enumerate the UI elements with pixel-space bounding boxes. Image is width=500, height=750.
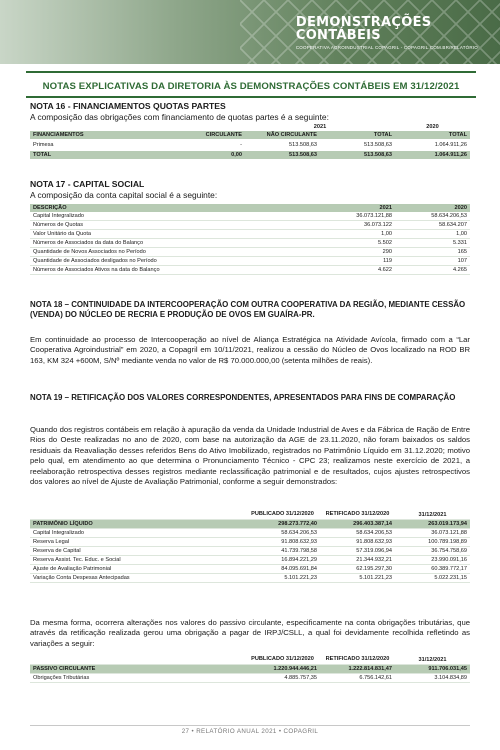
table-row — [30, 212, 470, 221]
table-row — [30, 556, 470, 565]
table-row — [30, 248, 470, 257]
note16-year-2020: 2020 — [426, 124, 439, 130]
note19-pl-header-row — [30, 520, 470, 529]
note19-pc-table — [30, 655, 470, 683]
table-cell: 21.344.932,21 — [320, 556, 395, 565]
note19-pl-table — [30, 510, 470, 583]
table-row — [30, 239, 470, 248]
table-cell: 296.403.387,14 — [320, 520, 395, 529]
table-cell: 4.622 — [320, 266, 395, 275]
table-cell: 263.019.173,94 — [395, 520, 470, 529]
note16-table — [30, 123, 470, 159]
table-cell: 0,00 — [190, 151, 245, 159]
table-row — [30, 565, 470, 574]
footer-text: 27 • RELATÓRIO ANUAL 2021 • COPAGRIL — [176, 728, 325, 735]
table-cell: 58.634.206,53 — [320, 529, 395, 538]
table-cell: 84.095.691,84 — [245, 565, 320, 574]
table-cell: 513.508,63 — [320, 151, 395, 159]
note17-table — [30, 204, 470, 275]
table-cell: Variação Conta Despesas Antecipadas — [30, 574, 245, 583]
table-cell: Quantidade de Novos Associados no Período — [30, 248, 320, 257]
note18-title: NOTA 18 – CONTINUIDADE DA INTERCOOPERAÇÃO COM OUTRA COOPERATIVA DA REGIÃO, MEDIANTE CESSÃO (VENDA) DO NÚCLEO DE RECRIA E PRODUÇÃO DE OVOS EM GUAÍRA-PR. — [30, 300, 466, 320]
note16-total-row — [30, 151, 470, 159]
table-cell: 119 — [320, 257, 395, 266]
note19-col-published: PUBLICADO 31/12/2020 — [245, 510, 320, 520]
table-cell: 6.756.142,61 — [320, 674, 395, 683]
table-cell: Valor Unitário da Quota — [30, 230, 320, 239]
table-row — [30, 674, 470, 683]
table-cell: 60.389.772,17 — [395, 565, 470, 574]
table-cell: 100.789.198,89 — [395, 538, 470, 547]
table-cell: 5.101.221,23 — [320, 574, 395, 583]
note16-col-header: TOTAL — [320, 131, 395, 139]
table-cell: 1,00 — [395, 230, 470, 239]
table-row — [30, 257, 470, 266]
table-cell: 5.331 — [395, 239, 470, 248]
note17-col-header: 2020 — [395, 204, 470, 212]
table-cell: Números de Quotas — [30, 221, 320, 230]
table-cell: 107 — [395, 257, 470, 266]
table-cell: 5.502 — [320, 239, 395, 248]
note17-subtitle: A composição da conta capital social é a seguinte: — [30, 190, 218, 200]
table-cell: Primesa — [33, 142, 54, 148]
table-cell: 1.222.814.831,47 — [320, 665, 395, 674]
table-cell: 58.634.206,53 — [395, 212, 470, 221]
table-cell: - — [240, 142, 242, 148]
table-cell: 57.319.096,94 — [320, 547, 395, 556]
header-brand — [296, 16, 478, 50]
note16-title: NOTA 16 - FINANCIAMENTOS QUOTAS PARTES — [30, 101, 226, 111]
note17-col-header: DESCRIÇÃO — [30, 204, 320, 212]
note19-col-2021: 31/12/2021 — [395, 510, 470, 520]
table-cell: 1.064.911,26 — [395, 151, 470, 159]
table-cell: 36.073.122 — [320, 221, 395, 230]
page-title-bar — [26, 71, 476, 98]
table-cell: 513.508,63 — [289, 142, 317, 148]
table-cell: 1.220.944.446,21 — [245, 665, 320, 674]
note19-title: NOTA 19 – RETIFICAÇÃO DOS VALORES CORRESPONDENTES, APRESENTADOS PARA FINS DE COMPARAÇÃO — [30, 393, 456, 402]
note16-col-header: FINANCIAMENTOS — [30, 131, 190, 139]
table-cell: 41.739.798,58 — [245, 547, 320, 556]
table-row — [30, 139, 470, 151]
table-cell: 4.265 — [395, 266, 470, 275]
table-cell: Reserva Assist. Tec. Educ. e Social — [30, 556, 245, 565]
table-cell: 3.104.834,89 — [395, 674, 470, 683]
table-cell: 91.808.632,93 — [320, 538, 395, 547]
note19-col-2021: 31/12/2021 — [395, 655, 470, 665]
table-cell: Obrigações Tributárias — [30, 674, 245, 683]
table-cell: 36.073.121,88 — [320, 212, 395, 221]
table-cell: Ajuste de Avaliação Patrimonial — [30, 565, 245, 574]
table-cell: PASSIVO CIRCULANTE — [30, 665, 245, 674]
table-cell: 165 — [395, 248, 470, 257]
table-cell: 1,00 — [320, 230, 395, 239]
table-cell: Reserva Legal — [30, 538, 245, 547]
table-cell: 58.634.206,53 — [245, 529, 320, 538]
note19-col-published: PUBLICADO 31/12/2020 — [245, 655, 320, 665]
note17-col-header: 2021 — [320, 204, 395, 212]
note19-col-restated: RETIFICADO 31/12/2020 — [320, 510, 395, 520]
note19-col-restated: RETIFICADO 31/12/2020 — [320, 655, 395, 665]
table-cell: 16.894.221,29 — [245, 556, 320, 565]
table-cell: Quantidade de Associados desligados no Período — [30, 257, 320, 266]
note18-paragraph: Em continuidade ao processo de Intercooperação ao nível de Aliança Estratégica na Atividade Avícola, firmado com a “Lar Cooperativa Agroindustrial” em 2020, a Copagril em 10/11/2021, realizou a cessão do Núcleo de Ovos localizado na ROD BR 163, KM 324 +600M, S/Nº mediante venda no valor de R$ 70.000.000,00 (setenta milhões de reais). — [30, 335, 470, 365]
header-subtitle: COOPERATIVA AGROINDUSTRIAL COPAGRIL - COPAGRIL.COM.BR/RELATÓRIO — [295, 45, 478, 50]
header-title-line1: DEMONSTRAÇÕES — [295, 15, 432, 30]
page-header — [0, 0, 500, 64]
note16-subtitle: A composição das obrigações com financiamento de quotas partes é a seguinte: — [30, 112, 329, 122]
table-cell: 23.990.091,16 — [395, 556, 470, 565]
table-cell: 290 — [320, 248, 395, 257]
page-footer — [0, 718, 500, 740]
table-cell: 298.273.772,40 — [245, 520, 320, 529]
table-cell: 5.101.221,23 — [245, 574, 320, 583]
table-cell: 91.808.632,93 — [245, 538, 320, 547]
note19-paragraph: Quando dos registros contábeis em relação à apuração da venda da Unidade Industrial de Aves e da Fábrica de Ração de Entre Rios do Oeste realizadas no ano de 2020, com base na autorização da AGE de 23.11.2020, não foram baixados os saldos residuais da Reavaliação desses referidos Bens do Ativo Imobilizado, registrados no Patrimônio Líquido em 31.12.2020; motivo pelo qual, em atendimento ao que determina o Pronunciamento Técnico - CPC 23; realizamos neste exercício de 2021, a reelaboração retrospectiva desses registros mediante reclassificação patrimonial e de resultados, cujos ajustes retrospectivos dos valores ao nível de Ajuste de Avaliação Patrimonial, conforme a seguir demonstrados: — [30, 425, 470, 487]
table-cell: Números de Associados Ativos na data do Balanço — [30, 266, 320, 275]
table-row — [30, 266, 470, 275]
note16-col-header: TOTAL — [395, 131, 470, 139]
note19-pc-header-row — [30, 665, 470, 674]
table-cell: 5.022.231,15 — [395, 574, 470, 583]
table-cell: 513.508,63 — [364, 142, 392, 148]
table-cell: 1.064.911,26 — [434, 142, 467, 148]
table-cell: 58.634.207 — [395, 221, 470, 230]
table-cell: 36.754.758,69 — [395, 547, 470, 556]
table-row — [30, 529, 470, 538]
note16-col-header: NÃO CIRCULANTE — [245, 131, 320, 139]
note16-year-2021: 2021 — [313, 124, 327, 130]
note19-paragraph2: Da mesma forma, ocorrera alterações nos valores do passivo circulante, especificamente na conta obrigações tributárias, que através da retificação realizada gerou uma obrigação a pagar de IRPJ/CSLL, a qual foi devidamente recolhida refletindo as variações a seguir: — [30, 618, 470, 648]
table-cell: Capital Integralizado — [30, 212, 320, 221]
table-cell: TOTAL — [30, 151, 190, 159]
table-row — [30, 221, 470, 230]
table-cell: 513.508,63 — [245, 151, 320, 159]
table-cell: 62.195.297,30 — [320, 565, 395, 574]
table-cell: Números de Associados da data do Balanço — [30, 239, 320, 248]
table-row — [30, 538, 470, 547]
table-row — [30, 230, 470, 239]
footer-text-wrap — [0, 720, 500, 738]
page-title: NOTAS EXPLICATIVAS DA DIRETORIA ÀS DEMONSTRAÇÕES CONTÁBEIS EM 31/12/2021 — [42, 81, 460, 92]
table-cell: 4.885.757,35 — [245, 674, 320, 683]
table-row — [30, 574, 470, 583]
table-cell: Capital Integralizado — [30, 529, 245, 538]
table-row — [30, 547, 470, 556]
header-title-line2: CONTÁBEIS — [295, 28, 381, 43]
table-cell: Reserva de Capital — [30, 547, 245, 556]
note17-title: NOTA 17 - CAPITAL SOCIAL — [30, 179, 145, 189]
note16-col-header: CIRCULANTE — [190, 131, 245, 139]
table-cell: PATRIMÔNIO LÍQUIDO — [30, 520, 245, 529]
table-cell: 36.073.121,88 — [395, 529, 470, 538]
table-cell: 911.706.031,45 — [395, 665, 470, 674]
